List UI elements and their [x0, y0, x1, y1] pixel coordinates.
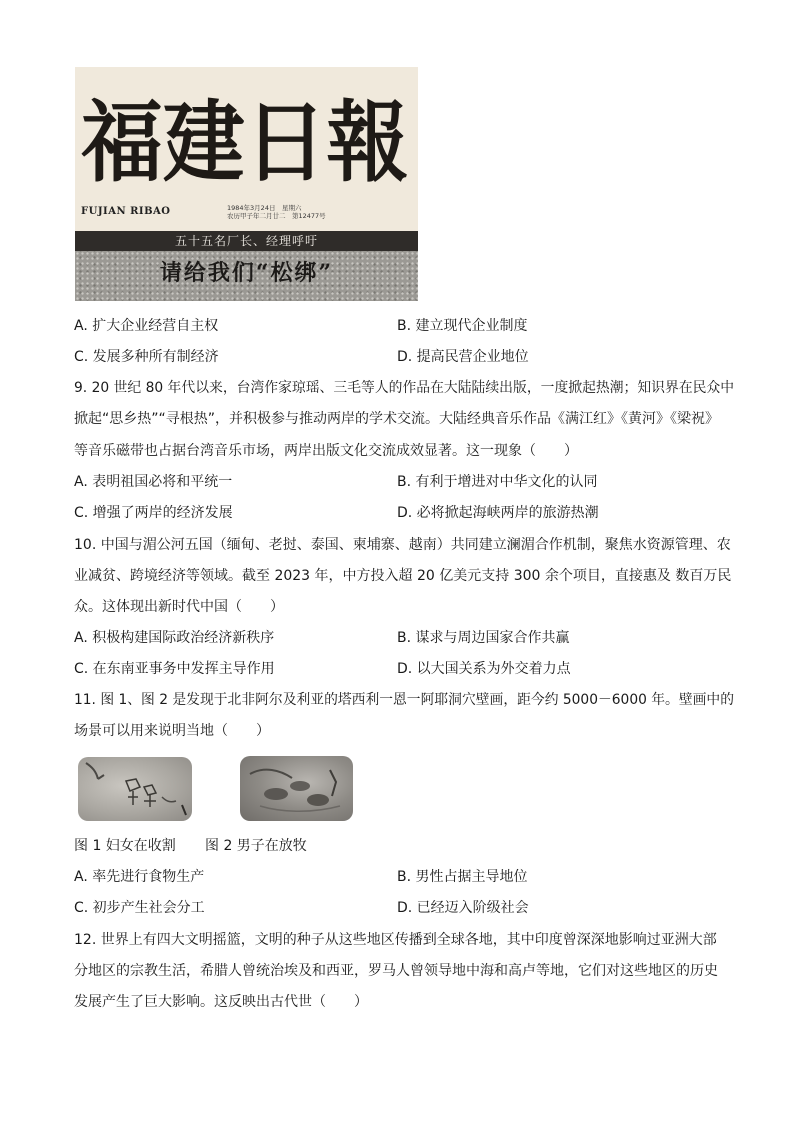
q9-option-c[interactable]: C. 增强了两岸的经济发展: [74, 505, 233, 521]
q9-option-d[interactable]: D. 必将掀起海峡两岸的旅游热潮: [397, 505, 599, 521]
q11-option-c[interactable]: C. 初步产生社会分工: [74, 900, 205, 916]
cave-painting-figure-1: [78, 757, 192, 821]
q10-stem-line3: 众。这体现出新时代中国（ ）: [74, 599, 284, 615]
q8-option-d[interactable]: D. 提高民营企业地位: [397, 349, 529, 365]
q9-stem-line3: 等音乐磁带也占据台湾音乐市场，两岸出版文化交流成效显著。这一现象（ ）: [74, 443, 578, 459]
q11-stem-line1: 11. 图 1、图 2 是发现于北非阿尔及利亚的塔西利一恩一阿耶洞穴壁画，距今约 5000－6000 年。壁画中的: [74, 692, 734, 708]
q9-option-b[interactable]: B. 有利于增进对中华文化的认同: [397, 474, 598, 490]
q9-option-a[interactable]: A. 表明祖国必将和平统一: [74, 474, 233, 490]
q11-option-b[interactable]: B. 男性占据主导地位: [397, 869, 528, 885]
q10-option-d[interactable]: D. 以大国关系为外交着力点: [397, 661, 571, 677]
herding-scene-drawing: [240, 756, 353, 821]
q8-option-c[interactable]: C. 发展多种所有制经济: [74, 349, 219, 365]
q10-stem-line1: 10. 中国与湄公河五国（缅甸、老挝、泰国、柬埔寨、越南）共同建立澜湄合作机制，聚焦水资源管理、农: [74, 537, 731, 553]
q11-stem-line2: 场景可以用来说明当地（ ）: [74, 723, 270, 739]
figure-1-caption: 图 1 妇女在收割: [74, 838, 176, 854]
q12-stem-line2: 分地区的宗教生活，希腊人曾统治埃及和西亚，罗马人曾领导地中海和高卢等地，它们对这些地区的历史: [74, 963, 718, 979]
newspaper-date-line1: 1984年3月24日 星期六: [227, 204, 302, 212]
figure-2-caption: 图 2 男子在放牧: [205, 838, 307, 854]
newspaper-dateline: [227, 204, 417, 220]
q10-option-b[interactable]: B. 谋求与周边国家合作共赢: [397, 630, 570, 646]
q10-option-a[interactable]: A. 积极构建国际政治经济新秩序: [74, 630, 275, 646]
q11-option-a[interactable]: A. 率先进行食物生产: [74, 869, 205, 885]
q8-option-a[interactable]: A. 扩大企业经营自主权: [74, 318, 219, 334]
newspaper-english-name: FUJIAN RIBAO: [81, 206, 171, 217]
q9-stem-line1: 9. 20 世纪 80 年代以来，台湾作家琼瑶、三毛等人的作品在大陆陆续出版，一度掀起热潮；知识界在民众中: [74, 380, 735, 396]
newspaper-image: [75, 67, 418, 301]
cave-painting-figure-2: [240, 756, 353, 821]
harvesting-scene-drawing: [78, 757, 192, 821]
q10-option-c[interactable]: C. 在东南亚事务中发挥主导作用: [74, 661, 275, 677]
q8-option-b[interactable]: B. 建立现代企业制度: [397, 318, 528, 334]
newspaper-date-line2: 农历甲子年二月廿二 第12477号: [227, 212, 326, 220]
newspaper-headline: 请给我们“松绑”: [75, 251, 418, 301]
q11-option-d[interactable]: D. 已经迈入阶级社会: [397, 900, 529, 916]
q9-stem-line2: 掀起“思乡热”“寻根热”，并积极参与推动两岸的学术交流。大陆经典音乐作品《满江红》《黄河》《梁祝》: [74, 411, 720, 427]
q12-stem-line3: 发展产生了巨大影响。这反映出古代世（ ）: [74, 994, 368, 1010]
newspaper-masthead: 福建日報: [81, 90, 409, 194]
newspaper-banner: 五十五名厂长、经理呼吁: [75, 231, 418, 251]
q12-stem-line1: 12. 世界上有四大文明摇篮，文明的种子从这些地区传播到全球各地，其中印度曾深深地影响过亚洲大部: [74, 932, 717, 948]
q10-stem-line2: 业减贫、跨境经济等领域。截至 2023 年，中方投入超 20 亿美元支持 300 余个项目，直接惠及 数百万民: [74, 568, 732, 584]
